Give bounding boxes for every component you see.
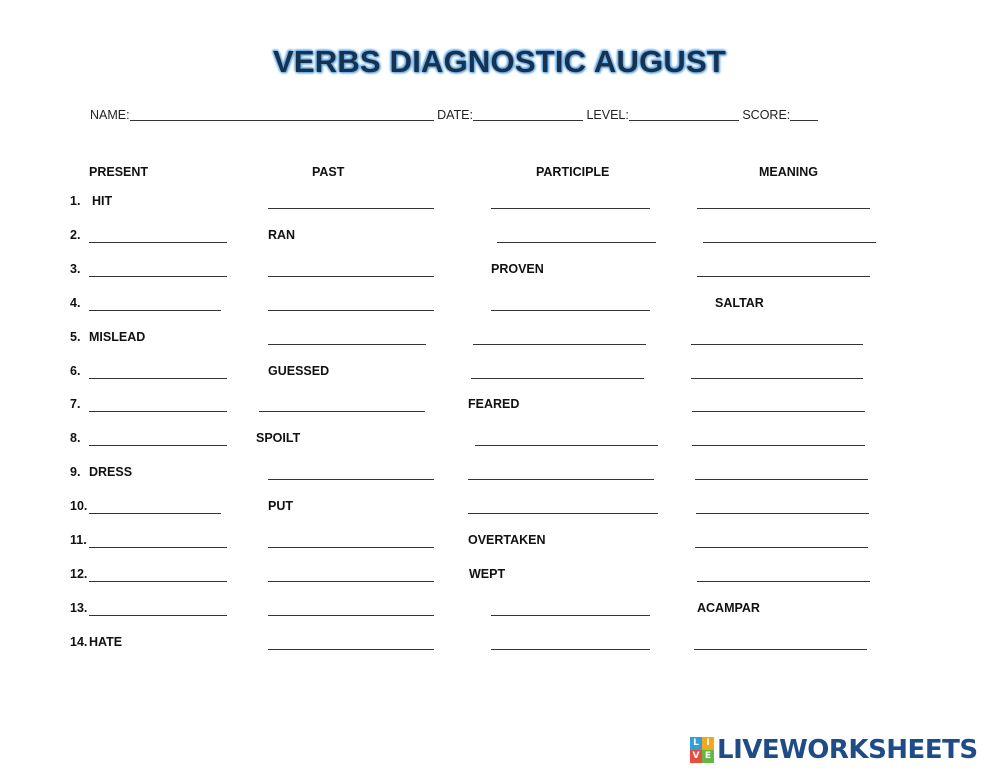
- verb-participle: OVERTAKEN: [468, 533, 546, 547]
- answer-blank-meaning[interactable]: [695, 547, 868, 548]
- answer-blank-meaning[interactable]: [696, 513, 869, 514]
- logo-letter: I: [702, 737, 714, 750]
- score-label: SCORE:: [742, 108, 791, 122]
- answer-blank-present[interactable]: [89, 547, 227, 548]
- row-number: 7.: [70, 397, 81, 411]
- answer-blank-meaning[interactable]: [697, 581, 870, 582]
- answer-blank-past[interactable]: [268, 649, 434, 650]
- score-blank[interactable]: [790, 120, 818, 121]
- row-number: 6.: [70, 364, 81, 378]
- date-label: DATE:: [437, 108, 473, 122]
- student-info-line: [90, 108, 818, 122]
- answer-blank-meaning[interactable]: [692, 411, 865, 412]
- row-number: 13.: [70, 601, 88, 615]
- answer-blank-meaning[interactable]: [694, 649, 867, 650]
- answer-blank-present[interactable]: [89, 513, 221, 514]
- answer-blank-participle[interactable]: [473, 344, 646, 345]
- answer-blank-present[interactable]: [89, 242, 227, 243]
- answer-blank-participle[interactable]: [475, 445, 658, 446]
- answer-blank-participle[interactable]: [491, 649, 650, 650]
- row-number: 4.: [70, 296, 81, 310]
- verb-meaning: SALTAR: [715, 296, 764, 310]
- answer-blank-meaning[interactable]: [695, 479, 868, 480]
- verb-present: MISLEAD: [89, 330, 146, 344]
- answer-blank-present[interactable]: [89, 310, 221, 311]
- liveworksheets-logo-mark: [690, 737, 714, 763]
- answer-blank-present[interactable]: [89, 615, 227, 616]
- answer-blank-present[interactable]: [89, 581, 227, 582]
- verb-past: RAN: [268, 228, 296, 242]
- row-number: 9.: [70, 465, 81, 479]
- answer-blank-present[interactable]: [89, 276, 227, 277]
- verb-past: SPOILT: [256, 431, 301, 445]
- level-label: LEVEL:: [586, 108, 629, 122]
- answer-blank-participle[interactable]: [491, 310, 650, 311]
- verb-past: GUESSED: [268, 364, 330, 378]
- row-number: 10.: [70, 499, 88, 513]
- answer-blank-meaning[interactable]: [697, 276, 870, 277]
- answer-blank-meaning[interactable]: [691, 378, 863, 379]
- row-number: 14.: [70, 635, 88, 649]
- answer-blank-past[interactable]: [268, 479, 434, 480]
- row-number: 2.: [70, 228, 81, 242]
- answer-blank-past[interactable]: [259, 411, 425, 412]
- liveworksheets-logo: [690, 730, 978, 770]
- answer-blank-participle[interactable]: [468, 513, 658, 514]
- date-blank[interactable]: [473, 120, 583, 121]
- answer-blank-past[interactable]: [268, 208, 434, 209]
- verb-meaning: ACAMPAR: [697, 601, 760, 615]
- verb-participle: WEPT: [469, 567, 506, 581]
- answer-blank-meaning[interactable]: [692, 445, 865, 446]
- answer-blank-participle[interactable]: [468, 479, 654, 480]
- name-label: NAME:: [90, 108, 130, 122]
- verb-present: DRESS: [89, 465, 133, 479]
- answer-blank-meaning[interactable]: [703, 242, 876, 243]
- answer-blank-past[interactable]: [268, 276, 434, 277]
- answer-blank-participle[interactable]: [497, 242, 656, 243]
- answer-blank-present[interactable]: [89, 378, 227, 379]
- row-number: 11.: [70, 533, 87, 547]
- answer-blank-past[interactable]: [268, 581, 434, 582]
- row-number: 1.: [70, 194, 81, 208]
- verb-participle: PROVEN: [491, 262, 544, 276]
- answer-blank-participle[interactable]: [491, 615, 650, 616]
- answer-blank-past[interactable]: [268, 547, 434, 548]
- column-header-present: PRESENT: [89, 165, 149, 179]
- row-number: 3.: [70, 262, 81, 276]
- verb-present: HATE: [89, 635, 123, 649]
- answer-blank-meaning[interactable]: [697, 208, 870, 209]
- column-header-participle: PARTICIPLE: [536, 165, 610, 179]
- answer-blank-participle[interactable]: [491, 208, 650, 209]
- verb-past: PUT: [268, 499, 293, 513]
- column-header-meaning: MEANING: [759, 165, 819, 179]
- row-number: 5.: [70, 330, 81, 344]
- level-blank[interactable]: [629, 120, 739, 121]
- answer-blank-past[interactable]: [268, 344, 426, 345]
- column-header-past: PAST: [312, 165, 345, 179]
- logo-letter: V: [690, 750, 702, 763]
- name-blank[interactable]: [130, 120, 434, 121]
- answer-blank-past[interactable]: [268, 310, 434, 311]
- verb-present: HIT: [92, 194, 113, 208]
- answer-blank-participle[interactable]: [471, 378, 644, 379]
- worksheet-title: VERBS DIAGNOSTIC AUGUST: [273, 44, 726, 79]
- row-number: 12.: [70, 567, 88, 581]
- row-number: 8.: [70, 431, 81, 445]
- answer-blank-present[interactable]: [89, 411, 227, 412]
- logo-text: LIVEWORKSHEETS: [717, 735, 978, 765]
- logo-letter: L: [690, 737, 702, 750]
- verb-participle: FEARED: [468, 397, 520, 411]
- answer-blank-past[interactable]: [268, 615, 434, 616]
- answer-blank-present[interactable]: [89, 445, 227, 446]
- answer-blank-meaning[interactable]: [691, 344, 863, 345]
- logo-letter: E: [702, 750, 714, 763]
